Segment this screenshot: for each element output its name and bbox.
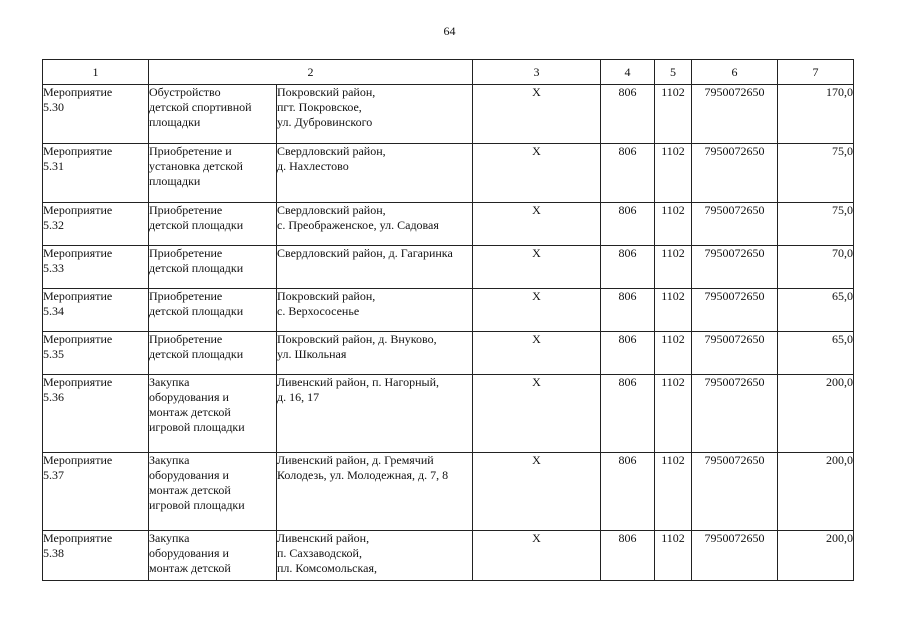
measure-name-cell-line: Мероприятие <box>43 144 113 158</box>
measure-name-cell-line: Мероприятие <box>43 85 113 99</box>
measure-name-cell-line: 5.37 <box>43 468 64 482</box>
column-4-cell: 806 <box>601 246 655 289</box>
measure-description-cell-line: Приобретение <box>149 246 223 260</box>
amount-cell: 200,0 <box>778 531 854 581</box>
measure-description-cell-line: игровой площадки <box>149 498 245 512</box>
location-cell-line: Свердловский район, д. Гагаринка <box>277 246 453 260</box>
page-number: 64 <box>443 24 456 38</box>
table-row <box>43 246 854 289</box>
column-6-cell: 7950072650 <box>692 375 778 453</box>
location-cell <box>277 531 473 581</box>
measure-description-cell-line: площадки <box>149 115 201 129</box>
column-5-cell: 1102 <box>655 375 692 453</box>
measure-name-cell-line: Мероприятие <box>43 203 113 217</box>
measure-name-cell <box>43 375 149 453</box>
location-cell-line: д. Нахлестово <box>277 159 349 173</box>
measure-description-cell <box>149 289 277 332</box>
column-4-cell: 806 <box>601 203 655 246</box>
measure-description-cell-line: установка детской <box>149 159 243 173</box>
location-cell-line: с. Верхососенье <box>277 304 360 318</box>
amount-cell: 65,0 <box>778 289 854 332</box>
header-cell-4: 4 <box>601 60 655 85</box>
measure-name-cell <box>43 246 149 289</box>
measure-description-cell-line: оборудования и <box>149 390 229 404</box>
location-cell-line: ул. Дубровинского <box>277 115 373 129</box>
table-body <box>43 85 854 581</box>
header-cell-3: 3 <box>473 60 601 85</box>
location-cell-line: Ливенский район, д. Гремячий <box>277 453 434 467</box>
location-cell <box>277 289 473 332</box>
location-cell-line: п. Сахзаводской, <box>277 546 362 560</box>
measure-name-cell-line: 5.38 <box>43 546 64 560</box>
measure-description-cell-line: оборудования и <box>149 468 229 482</box>
column-4-cell: 806 <box>601 85 655 144</box>
column-4-cell: 806 <box>601 289 655 332</box>
column-3-cell: Х <box>473 289 601 332</box>
amount-cell: 170,0 <box>778 85 854 144</box>
column-3-cell: Х <box>473 375 601 453</box>
amount-cell: 75,0 <box>778 144 854 203</box>
amount-cell: 200,0 <box>778 375 854 453</box>
column-3-cell: Х <box>473 531 601 581</box>
column-6-cell: 7950072650 <box>692 144 778 203</box>
measure-name-cell <box>43 85 149 144</box>
measure-description-cell <box>149 531 277 581</box>
column-5-cell: 1102 <box>655 332 692 375</box>
measure-description-cell-line: Приобретение <box>149 289 223 303</box>
location-cell <box>277 85 473 144</box>
amount-cell: 65,0 <box>778 332 854 375</box>
measure-name-cell <box>43 203 149 246</box>
measure-description-cell-line: Приобретение <box>149 332 223 346</box>
location-cell-line: Свердловский район, <box>277 203 386 217</box>
column-6-cell: 7950072650 <box>692 289 778 332</box>
location-cell-line: Свердловский район, <box>277 144 386 158</box>
table-row <box>43 144 854 203</box>
location-cell-line: Покровский район, д. Внуково, <box>277 332 437 346</box>
measure-description-cell <box>149 453 277 531</box>
location-cell <box>277 332 473 375</box>
column-3-cell: Х <box>473 453 601 531</box>
location-cell-line: ул. Школьная <box>277 347 347 361</box>
location-cell <box>277 246 473 289</box>
column-5-cell: 1102 <box>655 531 692 581</box>
location-cell-line: Ливенский район, <box>277 531 370 545</box>
measure-description-cell-line: детской площадки <box>149 347 244 361</box>
location-cell-line: д. 16, 17 <box>277 390 320 404</box>
header-cell-7: 7 <box>778 60 854 85</box>
measure-name-cell <box>43 332 149 375</box>
location-cell-line: пгт. Покровское, <box>277 100 362 114</box>
column-5-cell: 1102 <box>655 85 692 144</box>
column-4-cell: 806 <box>601 144 655 203</box>
measure-description-cell-line: Приобретение <box>149 203 223 217</box>
column-3-cell: Х <box>473 203 601 246</box>
column-6-cell: 7950072650 <box>692 246 778 289</box>
header-row <box>43 60 854 85</box>
measure-description-cell-line: площадки <box>149 174 201 188</box>
measure-description-cell-line: монтаж детской <box>149 561 231 575</box>
measure-name-cell <box>43 289 149 332</box>
measure-description-cell <box>149 375 277 453</box>
header-cell-1: 1 <box>43 60 149 85</box>
measure-name-cell-line: Мероприятие <box>43 246 113 260</box>
header-cell-5: 5 <box>655 60 692 85</box>
measure-description-cell <box>149 332 277 375</box>
measure-name-cell-line: Мероприятие <box>43 375 113 389</box>
location-cell <box>277 203 473 246</box>
measure-description-cell-line: детской спортивной <box>149 100 252 114</box>
column-6-cell: 7950072650 <box>692 332 778 375</box>
location-cell-line: пл. Комсомольская, <box>277 561 377 575</box>
table-row <box>43 531 854 581</box>
budget-table <box>42 59 854 581</box>
column-6-cell: 7950072650 <box>692 203 778 246</box>
column-3-cell: Х <box>473 246 601 289</box>
measure-name-cell-line: 5.33 <box>43 261 64 275</box>
location-cell <box>277 144 473 203</box>
amount-cell: 75,0 <box>778 203 854 246</box>
measure-description-cell-line: Обустройство <box>149 85 221 99</box>
measure-name-cell-line: 5.36 <box>43 390 64 404</box>
measure-description-cell <box>149 85 277 144</box>
measure-description-cell-line: оборудования и <box>149 546 229 560</box>
measure-name-cell-line: 5.35 <box>43 347 64 361</box>
column-5-cell: 1102 <box>655 203 692 246</box>
column-3-cell: Х <box>473 85 601 144</box>
header-cell-6: 6 <box>692 60 778 85</box>
column-5-cell: 1102 <box>655 144 692 203</box>
measure-description-cell-line: игровой площадки <box>149 420 245 434</box>
measure-description-cell-line: Приобретение и <box>149 144 232 158</box>
column-6-cell: 7950072650 <box>692 453 778 531</box>
location-cell-line: с. Преображенское, ул. Садовая <box>277 218 439 232</box>
measure-description-cell <box>149 246 277 289</box>
column-5-cell: 1102 <box>655 289 692 332</box>
column-4-cell: 806 <box>601 332 655 375</box>
measure-name-cell-line: 5.30 <box>43 100 64 114</box>
location-cell-line: Ливенский район, п. Нагорный, <box>277 375 440 389</box>
measure-name-cell-line: Мероприятие <box>43 531 113 545</box>
column-5-cell: 1102 <box>655 453 692 531</box>
column-4-cell: 806 <box>601 375 655 453</box>
amount-cell: 70,0 <box>778 246 854 289</box>
amount-cell: 200,0 <box>778 453 854 531</box>
table-row <box>43 332 854 375</box>
location-cell <box>277 375 473 453</box>
measure-description-cell-line: Закупка <box>149 531 190 545</box>
measure-description-cell-line: детской площадки <box>149 304 244 318</box>
table-row <box>43 203 854 246</box>
column-3-cell: Х <box>473 144 601 203</box>
measure-description-cell <box>149 144 277 203</box>
measure-name-cell-line: 5.34 <box>43 304 64 318</box>
column-5-cell: 1102 <box>655 246 692 289</box>
location-cell-line: Покровский район, <box>277 289 376 303</box>
column-4-cell: 806 <box>601 531 655 581</box>
column-6-cell: 7950072650 <box>692 85 778 144</box>
measure-description-cell-line: монтаж детской <box>149 483 231 497</box>
location-cell-line: Колодезь, ул. Молодежная, д. 7, 8 <box>277 468 449 482</box>
measure-name-cell-line: 5.32 <box>43 218 64 232</box>
measure-description-cell-line: монтаж детской <box>149 405 231 419</box>
measure-name-cell-line: Мероприятие <box>43 332 113 346</box>
measure-description-cell-line: Закупка <box>149 375 190 389</box>
table-row <box>43 453 854 531</box>
measure-name-cell-line: 5.31 <box>43 159 64 173</box>
location-cell-line: Покровский район, <box>277 85 376 99</box>
measure-name-cell <box>43 144 149 203</box>
measure-name-cell-line: Мероприятие <box>43 289 113 303</box>
measure-description-cell-line: Закупка <box>149 453 190 467</box>
measure-description-cell <box>149 203 277 246</box>
measure-description-cell-line: детской площадки <box>149 261 244 275</box>
header-cell-2: 2 <box>149 60 473 85</box>
table-row <box>43 289 854 332</box>
column-4-cell: 806 <box>601 453 655 531</box>
measure-description-cell-line: детской площадки <box>149 218 244 232</box>
location-cell <box>277 453 473 531</box>
measure-name-cell <box>43 531 149 581</box>
column-3-cell: Х <box>473 332 601 375</box>
measure-name-cell <box>43 453 149 531</box>
column-6-cell: 7950072650 <box>692 531 778 581</box>
table-row <box>43 85 854 144</box>
table-row <box>43 375 854 453</box>
measure-name-cell-line: Мероприятие <box>43 453 113 467</box>
